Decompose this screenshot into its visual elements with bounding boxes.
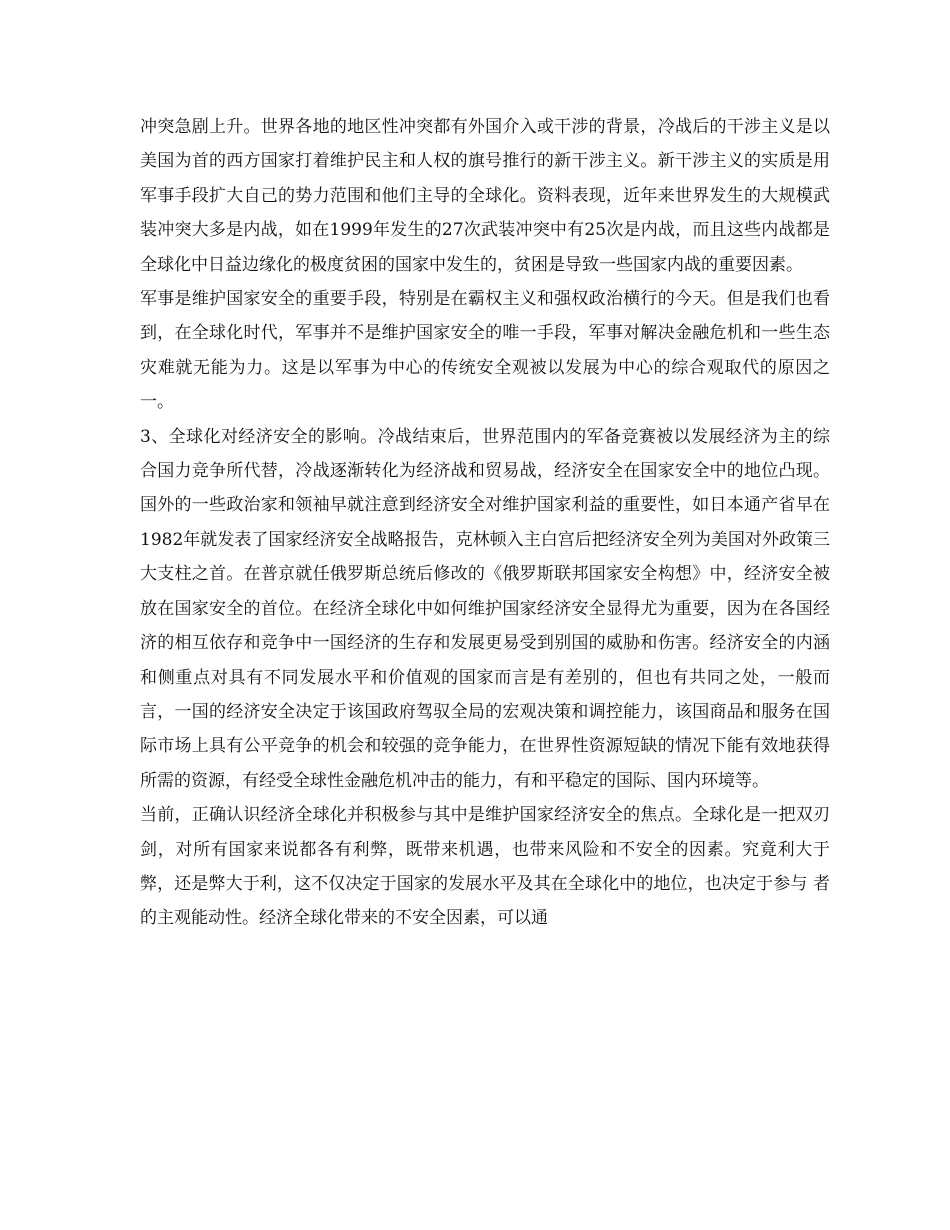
paragraph-3: 3、全球化对经济安全的影响。冷战结束后，世界范围内的军备竞赛被以发展经济为主的综合国力竞争所代替，冷战逐渐转化为经济战和贸易战，经济安全在国家安全中的地位凸现。国外的一些政治家和领袖早就注意到经济安全对维护国家利益的重要性，如日本通产省早在1982年就发表了国家经济安全战略报告，克林顿入主白宫后把经济安全列为美国对外政策三大支柱之首。在普京就任俄罗斯总统后修改的《俄罗斯联邦国家安全构想》中，经济安全被放在国家安全的首位。在经济全球化中如何维护国家经济安全显得尤为重要，因为在各国经济的相互依存和竞争中一国经济的生存和发展更易受到别国的威胁和伤害。经济安全的内涵和侧重点对具有不同发展水平和价值观的国家而言是有差别的，但也有共同之处，一般而言，一国的经济安全决定于该国政府驾驭全局的宏观决策和调控能力，该国商品和服务在国际市场上具有公平竞争的机会和较强的竞争能力，在世界性资源短缺的情况下能有效地获得所需的资源，有经受全球性金融危机冲击的能力，有和平稳定的国际、国内环境等。 bbox=[140, 426, 830, 791]
body-text bbox=[140, 110, 830, 936]
paragraph-4: 当前，正确认识经济全球化并积极参与其中是维护国家经济安全的焦点。全球化是一把双刃剑，对所有国家来说都各有利弊，既带来机遇，也带来风险和不安全的因素。究竟利大于弊，还是弊大于利，这不仅决定于国家的发展水平及其在全球化中的地位，也决定于参与 者的主观能动性。经济全球化带来的不安全因素，可以通 bbox=[140, 805, 830, 929]
paragraph-2: 军事是维护国家安全的重要手段，特别是在霸权主义和强权政治横行的今天。但是我们也看到，在全球化时代，军事并不是维护国家安全的唯一手段，军事对解决金融危机和一些生态灾难就无能为力。这是以军事为中心的传统安全观被以发展为中心的综合观取代的原因之一。 bbox=[140, 289, 830, 413]
paragraph-1: 冲突急剧上升。世界各地的地区性冲突都有外国介入或干涉的背景，冷战后的干涉主义是以美国为首的西方国家打着维护民主和人权的旗号推行的新干涉主义。新干涉主义的实质是用军事手段扩大自己的势力范围和他们主导的全球化。资料表现，近年来世界发生的大规模武装冲突大多是内战，如在1999年发生的27次武装冲突中有25次是内战，而且这些内战都是全球化中日益边缘化的极度贫困的国家中发生的，贫困是导致一些国家内战的重要因素。 bbox=[140, 117, 830, 275]
